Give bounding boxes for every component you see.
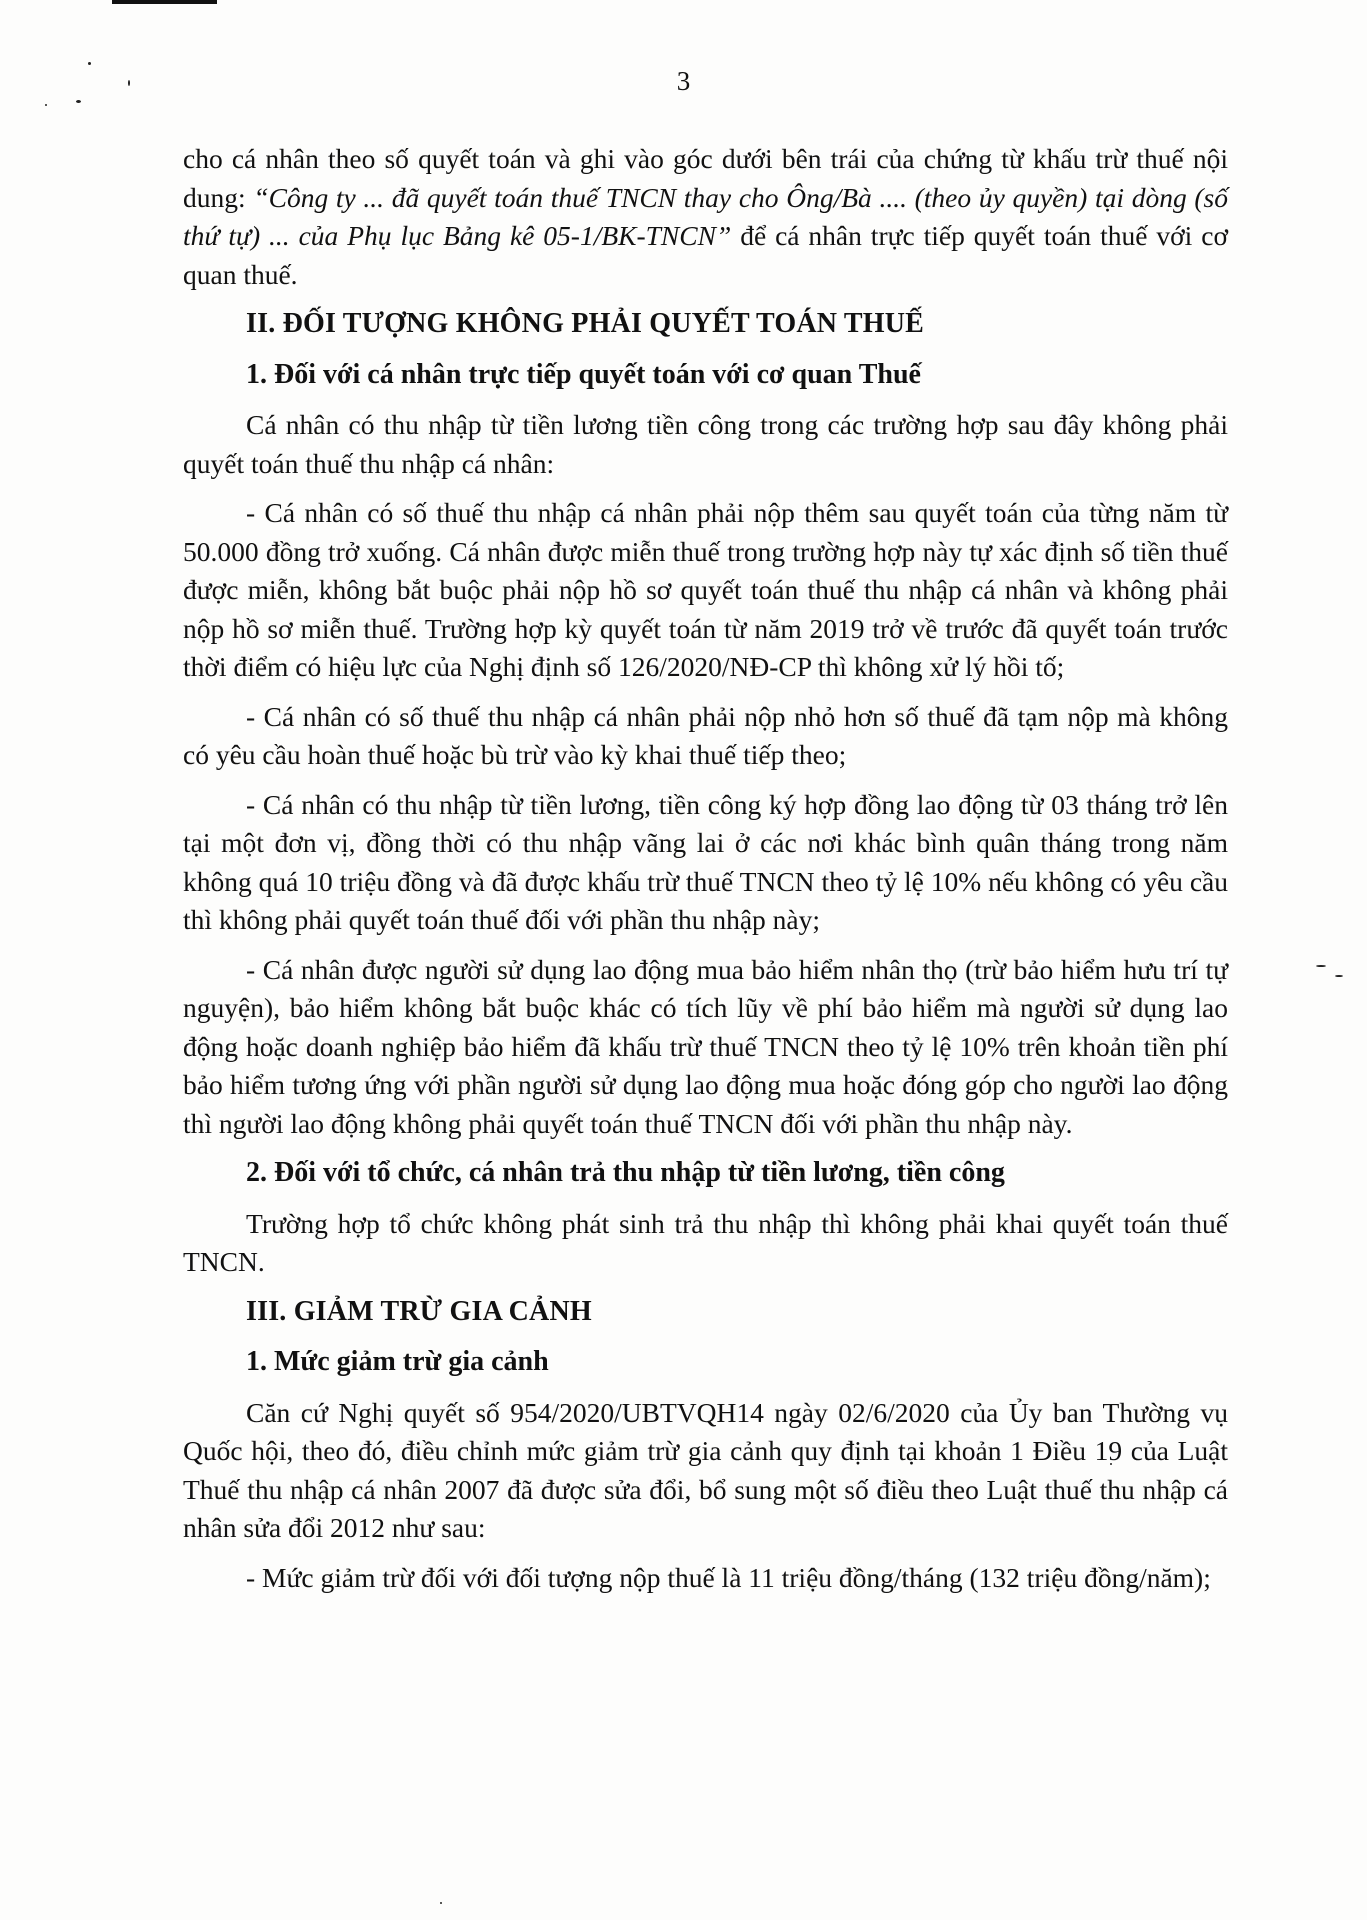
page-number: 3 bbox=[676, 66, 691, 96]
intro-quote: “Công ty ... đã quyết toán thuế TNCN thay cho Ông/Bà .... (theo ủy quyền) tại dòng (số thứ tự) ... của Phụ lục Bảng kê 05-1/BK-TNCN” bbox=[183, 181, 1228, 251]
scan-edge-mark bbox=[112, 0, 217, 4]
intro-paragraph bbox=[183, 140, 1228, 294]
list-item-2-1-a: - Cá nhân có số thuế thu nhập cá nhân phải nộp thêm sau quyết toán của từng năm từ 50.000 đồng trở xuống. Cá nhân được miễn thuế trong trường hợp này tự xác định số tiền thuế được miễn, không bắt buộc phải nộp hồ sơ quyết toán thuế thu nhập cá nhân và không phải nộp hồ sơ miễn thuế. Trường hợp kỳ quyết toán từ năm 2019 trở về trước đã quyết toán trước thời điểm có hiệu lực của Nghị định số 126/2020/NĐ-CP thì không xử lý hồi tố; bbox=[183, 497, 1228, 682]
section-heading-3: III. GIẢM TRỪ GIA CẢNH bbox=[246, 1295, 592, 1327]
scan-speck bbox=[440, 1902, 442, 1904]
scan-speck bbox=[88, 62, 91, 65]
scan-speck bbox=[45, 104, 47, 106]
list-item-2-1-b: - Cá nhân có số thuế thu nhập cá nhân phải nộp nhỏ hơn số thuế đã tạm nộp mà không có yêu cầu hoàn thuế hoặc bù trừ vào kỳ khai thuế tiếp theo; bbox=[183, 700, 1228, 770]
list-item-2-1-d: - Cá nhân được người sử dụng lao động mua bảo hiểm nhân thọ (trừ bảo hiểm hưu trí tự nguyện), bảo hiểm không bắt buộc khác có tích lũy về phí bảo hiểm mà người sử dụng lao động hoặc doanh nghiệp bảo hiểm đã khấu trừ thuế TNCN theo tỷ lệ 10% trên khoản tiền phí bảo hiểm tương ứng với phần người sử dụng lao động mua hoặc đóng góp cho người lao động thì người lao động không phải quyết toán thuế TNCN đối với phần thu nhập này. bbox=[183, 953, 1228, 1139]
section-heading-2: II. ĐỐI TƯỢNG KHÔNG PHẢI QUYẾT TOÁN THUẾ bbox=[246, 308, 925, 339]
paragraph-3-1-lead: Căn cứ Nghị quyết số 954/2020/UBTVQH14 ngày 02/6/2020 của Ủy ban Thường vụ Quốc hội, theo đó, điều chỉnh mức giảm trừ gia cảnh quy định tại khoản 1 Điều 19 của Luật Thuế thu nhập cá nhân 2007 đã được sửa đổi, bổ sung một số điều theo Luật thuế thu nhập cá nhân sửa đổi 2012 như sau: bbox=[183, 1396, 1228, 1543]
scan-speck bbox=[1335, 975, 1343, 977]
paragraph-2-2: Trường hợp tổ chức không phát sinh trả thu nhập thì không phải khai quyết toán thuế TNCN. bbox=[183, 1207, 1228, 1277]
subsection-heading-3-1: 1. Mức giảm trừ gia cảnh bbox=[246, 1346, 549, 1377]
paragraph-2-1-lead: Cá nhân có thu nhập từ tiền lương tiền công trong các trường hợp sau đây không phải quyết toán thuế thu nhập cá nhân: bbox=[183, 409, 1228, 479]
scan-speck bbox=[76, 100, 81, 103]
list-item-2-1-c: - Cá nhân có thu nhập từ tiền lương, tiền công ký hợp đồng lao động từ 03 tháng trở lên tại một đơn vị, đồng thời có thu nhập vãng lai ở các nơi khác bình quân tháng trong năm không quá 10 triệu đồng và đã được khấu trừ thuế TNCN theo tỷ lệ 10% nếu không có yêu cầu thì không phải quyết toán thuế đối với phần thu nhập này; bbox=[183, 788, 1228, 935]
subsection-heading-2-2: 2. Đối với tổ chức, cá nhân trả thu nhập từ tiền lương, tiền công bbox=[246, 1157, 1005, 1188]
scan-speck bbox=[1316, 965, 1326, 967]
document-body bbox=[183, 140, 1228, 1608]
intro-text-end: để cá nhân trực tiếp quyết toán thuế với cơ quan thuế. bbox=[183, 220, 1228, 290]
list-item-3-1-a: - Mức giảm trừ đối với đối tượng nộp thuế là 11 triệu đồng/tháng (132 triệu đồng/năm); bbox=[246, 1561, 1211, 1593]
subsection-heading-2-1: 1. Đối với cá nhân trực tiếp quyết toán với cơ quan Thuế bbox=[246, 358, 921, 390]
intro-text-start: cho cá nhân theo số quyết toán và ghi vào góc dưới bên trái của chứng từ khấu trừ thuế nội dung: bbox=[183, 143, 1228, 213]
